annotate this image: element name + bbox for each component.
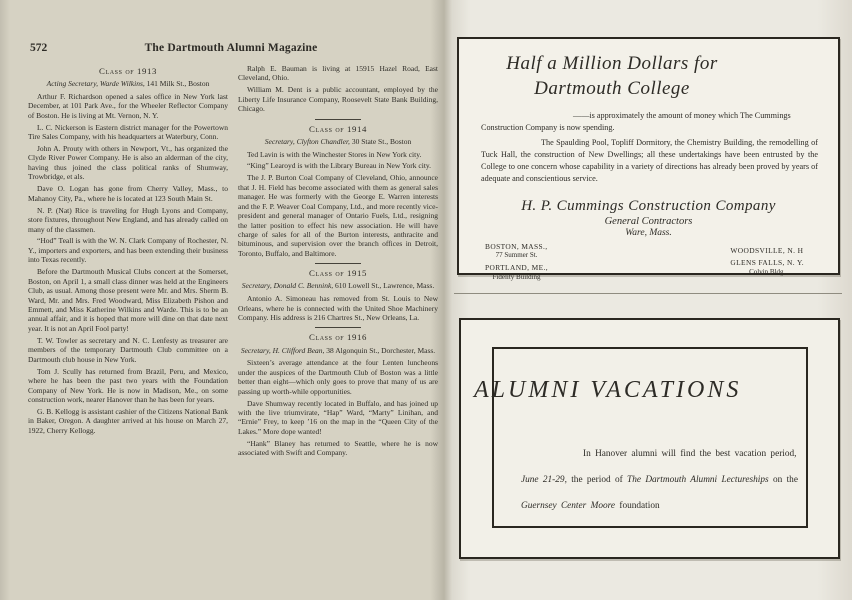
paragraph: John A. Prouty with others in Newport, Vt., has organized the Clyde River Power Company. He is also an alderman of the city, having thus joined the class political ranks of Shumway, Trowbridge, et als. bbox=[28, 144, 228, 182]
cummings-home-city: Ware, Mass. bbox=[625, 227, 672, 238]
paragraph: “King” Learoyd is with the Library Bureau in New York city. bbox=[247, 161, 432, 171]
paragraph: Arthur F. Richardson opened a sales office in New York last December, at 101 Park Ave., for the Wheeler Reflector Company of Boston. He is living at Mt. Vernon, N. Y. bbox=[28, 91, 228, 120]
class-1916-secretary: Secretary, H. Clifford Bean, 38 Algonquin St., Dorchester, Mass. bbox=[240, 345, 436, 355]
paragraph: G. B. Kellogg is assistant cashier of the Citizens National Bank in Baker, Oregon. A daughter arrived at his house on March 27, 1922, Cherry Kellogg. bbox=[28, 406, 228, 435]
paragraph: Dave O. Logan has gone from Cherry Valley, Mass., to Mahanoy City, Pa., where he is located at 123 South Main St. bbox=[28, 184, 228, 203]
section-divider bbox=[315, 119, 361, 120]
paragraph: William M. Dent is a public accountant, employed by the Liberty Life Insurance Company, Roosevelt State Bank Building, Chicago. bbox=[238, 85, 438, 114]
class-1914-secretary: Secretary, Clyfton Chandler, 30 State St., Boston bbox=[264, 136, 412, 146]
class-1915-heading: Class of 1915 bbox=[308, 268, 367, 279]
alumni-vacations-ad bbox=[459, 318, 840, 559]
right-column bbox=[238, 64, 438, 590]
paragraph: Antonio A. Simoneau has removed from St. Louis to New Orleans, where he is connected with the United Shoe Machinery Company. His address is 216 Chartres St., New Orleans, La. bbox=[238, 294, 438, 323]
text-columns bbox=[28, 64, 438, 590]
alumni-vacations-body: In Hanover alumni will find the best vacation period, June 21-29, the period of The Dartmouth Alumni Lectureships on the Guernsey Center Moore foundation bbox=[521, 449, 798, 512]
paragraph: T. W. Towler as secretary and N. C. Lenfesty as treasurer are members of the temporary Dartmouth Club committee on a Dartmouth club house in New York. bbox=[28, 335, 228, 364]
paragraph: “Hank” Blaney has returned to Seattle, where he is now associated with Swift and Company. bbox=[238, 438, 438, 458]
cummings-ad bbox=[457, 37, 840, 282]
cummings-role: General Contractors bbox=[604, 215, 693, 227]
office-woodsville: WOODSVILLE, N. H bbox=[730, 245, 804, 255]
cummings-ad-paragraph: ——is approximately the amount of money which The Cummings Construction Company is now spending. bbox=[481, 111, 791, 133]
cummings-offices bbox=[485, 242, 804, 285]
paragraph: Before the Dartmouth Musical Clubs concert at the Somerset, Boston, on April 1, a small class dinner was held at the Engineers Club, as usual. Among those present were Mr. and Mrs. Sherm B. Ward, Mr. and Mrs. Fred Woodward, Miss Elizabeth Pishon and Emmett, and Miss Katherine Wilkins and Warde. This is to be an annual affair, and it is hoped that more will dine on that date next year. It is not an April Fool party! bbox=[28, 267, 228, 333]
alumni-vacations-title: ALUMNI VACATIONS bbox=[474, 377, 742, 403]
class-1914-heading: Class of 1914 bbox=[308, 123, 367, 134]
paragraph: L. C. Nickerson is Eastern district manager for the Powertown Tire Sales Company, with his headquarters at Waterbury, Conn. bbox=[28, 122, 228, 142]
class-1915-secretary: Secretary, Donald C. Bennink, 610 Lowell St., Lawrence, Mass. bbox=[241, 281, 435, 291]
paragraph: N. P. (Nat) Rice is traveling for Hugh Lyons and Company, store fixtures, throughout New England, and has already called on many of the classmen. bbox=[28, 205, 228, 234]
left-column bbox=[28, 64, 228, 590]
class-1916-heading: Class of 1916 bbox=[308, 332, 367, 343]
office-boston: BOSTON, MASS., 77 Summer St. bbox=[485, 241, 548, 260]
paragraph: Sixteen’s average attendance at the four Lenten luncheons under the auspices of the Dartmouth Club of Boston was a little better than eight—which only goes to prove that many of us are passing up worth-while opportunities. bbox=[238, 358, 438, 396]
page-number: 572 bbox=[30, 42, 48, 54]
paragraph: Ted Lavin is with the Winchester Stores in New York city. bbox=[247, 149, 422, 159]
paragraph: “Hod” Teall is with the W. N. Clark Company of Rochester, N. Y., importers and exporters, and has been extending their business into Texas recently. bbox=[28, 236, 228, 265]
office-portland: PORTLAND, ME., Fidelity Building bbox=[485, 263, 549, 282]
ads-page bbox=[444, 0, 852, 600]
section-divider bbox=[315, 327, 361, 328]
magazine-title: The Dartmouth Alumni Magazine bbox=[144, 42, 318, 54]
ads-divider-rule bbox=[454, 293, 842, 294]
paragraph: Dave Shumway recently located in Buffalo, and has joined up with the live triumvirate, “Hap” Ward, “Marty” Linihan, and “Ernie” Frey, to keep ’16 on the map in the “Queen City of the Lakes.” More dope wanted! bbox=[238, 398, 438, 436]
paragraph: The J. P. Burton Coal Company of Cleveland, Ohio, announce that J. H. Field has become associated with them as general sales manager. He was formerly with the George E. Warren interests and the F. P. Weaver Coal Company, Ltd., and more recently vice-president and general manager of Ontario Fuels, Ltd., resigning the latter position to effect his new association. He will have charge of sales for all of the Burton interests, anthracite and bituminous, and supervision over the branch offices in Detroit, Toronto, Buffalo, and Baltimore. bbox=[238, 173, 438, 258]
cummings-ad-paragraph: The Spaulding Pool, Topliff Dormitory, the Chemistry Building, the remodelling of Tuck Hall, the construction of New Dwellings; all these undertakings have been entrusted by the College to one concern whose capability in a variety of directions has already been proved by years of adequate and conscientious service. bbox=[481, 138, 818, 183]
page-header bbox=[28, 42, 434, 58]
office-glens-falls: GLENS FALLS, N. Y. Colvin Bldg. bbox=[730, 258, 804, 276]
section-divider bbox=[315, 263, 361, 264]
class-1913-heading: Class of 1913 bbox=[98, 66, 157, 76]
paragraph: Tom J. Scully has returned from Brazil, Peru, and Mexico, where he has been the past two years with the Foundation Company of New York. He is now in Madison, Me., on some construction work, nearer Hanover than he has been for years. bbox=[28, 366, 228, 404]
cummings-company-name: H. P. Cummings Construction Company bbox=[521, 197, 776, 214]
cummings-ad-title: Half a Million Dollars for Dartmouth College bbox=[506, 53, 718, 99]
paragraph: Ralph E. Bauman is living at 15915 Hazel Road, East Cleveland, Ohio. bbox=[238, 64, 438, 83]
class-1913-secretary: Acting Secretary, Warde Wilkins, 141 Milk St., Boston bbox=[46, 79, 210, 89]
